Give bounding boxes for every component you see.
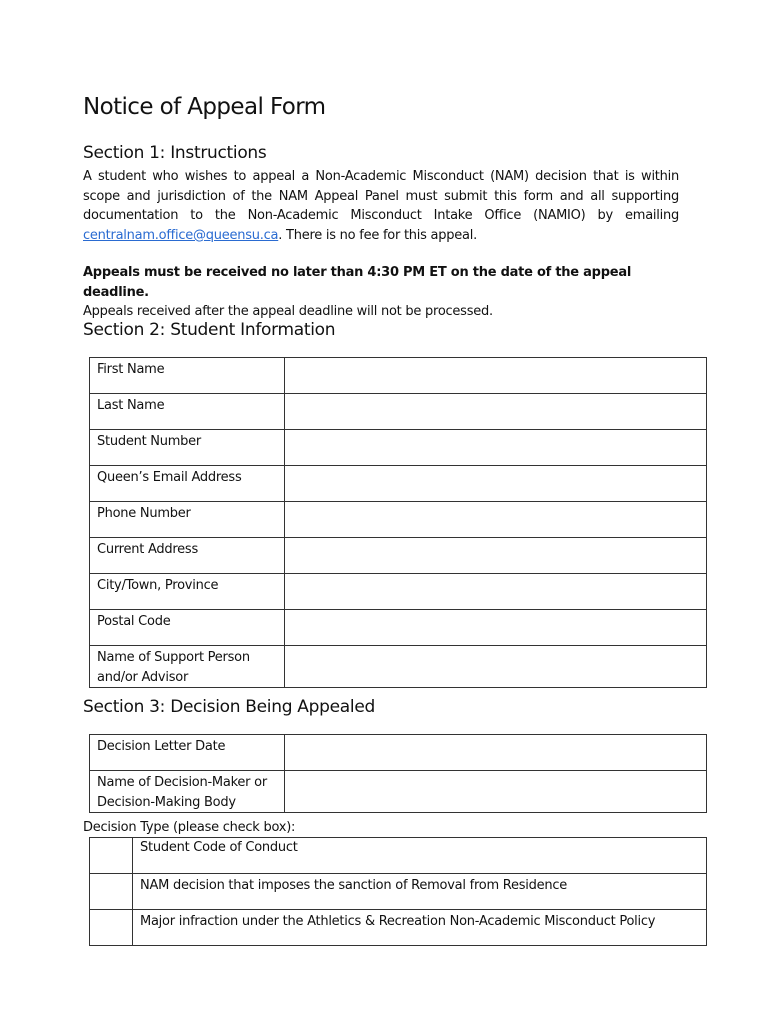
table-row [90, 538, 707, 574]
decision-type-caption: Decision Type (please check box): [83, 820, 296, 835]
decision-maker-label: Name of Decision-Maker or Decision-Making Body [90, 771, 285, 813]
city-province-field[interactable] [285, 574, 707, 610]
instructions-fee-text: . There is no fee for this appeal. [278, 227, 477, 243]
decision-letter-date-field[interactable] [285, 735, 707, 771]
student-code-option-label: Student Code of Conduct [133, 838, 707, 874]
section-3-heading: Section 3: Decision Being Appealed [83, 697, 375, 717]
athletics-infraction-option-label: Major infraction under the Athletics & Recreation Non-Academic Misconduct Policy [133, 910, 707, 946]
current-address-field[interactable] [285, 538, 707, 574]
table-row [90, 646, 707, 688]
student-number-field[interactable] [285, 430, 707, 466]
student-code-checkbox[interactable] [90, 838, 133, 874]
decision-maker-field[interactable] [285, 771, 707, 813]
table-row [90, 394, 707, 430]
athletics-infraction-checkbox[interactable] [90, 910, 133, 946]
current-address-label: Current Address [90, 538, 285, 574]
deadline-paragraph [83, 263, 679, 322]
table-row [90, 874, 707, 910]
table-row [90, 838, 707, 874]
table-row [90, 771, 707, 813]
table-row [90, 358, 707, 394]
table-row [90, 735, 707, 771]
support-person-label: Name of Support Person and/or Advisor [90, 646, 285, 688]
student-number-label: Student Number [90, 430, 285, 466]
email-address-label: Queen’s Email Address [90, 466, 285, 502]
table-row [90, 502, 707, 538]
last-name-label: Last Name [90, 394, 285, 430]
page-title: Notice of Appeal Form [83, 94, 326, 120]
postal-code-label: Postal Code [90, 610, 285, 646]
phone-number-field[interactable] [285, 502, 707, 538]
instructions-paragraph [83, 167, 679, 245]
table-row [90, 610, 707, 646]
table-row [90, 574, 707, 610]
deadline-note-text: Appeals received after the appeal deadline will not be processed. [83, 304, 493, 320]
section-2-heading: Section 2: Student Information [83, 320, 336, 340]
last-name-field[interactable] [285, 394, 707, 430]
phone-number-label: Phone Number [90, 502, 285, 538]
table-row [90, 430, 707, 466]
postal-code-field[interactable] [285, 610, 707, 646]
table-row [90, 466, 707, 502]
table-row [90, 910, 707, 946]
email-address-field[interactable] [285, 466, 707, 502]
student-info-table [89, 357, 707, 688]
decision-type-table [89, 837, 707, 946]
instructions-text: A student who wishes to appeal a Non-Academic Misconduct (NAM) decision that is within scope and jurisdiction of the NAM Appeal Panel must submit this form and all supporting documentation to the Non-Academic Misconduct Intake Office (NAMIO) by emailing [83, 169, 679, 224]
intake-office-email-link[interactable]: centralnam.office@queensu.ca [83, 227, 279, 243]
support-person-field[interactable] [285, 646, 707, 688]
removal-residence-option-label: NAM decision that imposes the sanction of Removal from Residence [133, 874, 707, 910]
first-name-field[interactable] [285, 358, 707, 394]
city-province-label: City/Town, Province [90, 574, 285, 610]
removal-residence-checkbox[interactable] [90, 874, 133, 910]
first-name-label: First Name [90, 358, 285, 394]
decision-table [89, 734, 707, 813]
deadline-bold-text: Appeals must be received no later than 4:30 PM ET on the date of the appeal deadline. [83, 265, 632, 300]
section-1-heading: Section 1: Instructions [83, 143, 267, 163]
decision-letter-date-label: Decision Letter Date [90, 735, 285, 771]
